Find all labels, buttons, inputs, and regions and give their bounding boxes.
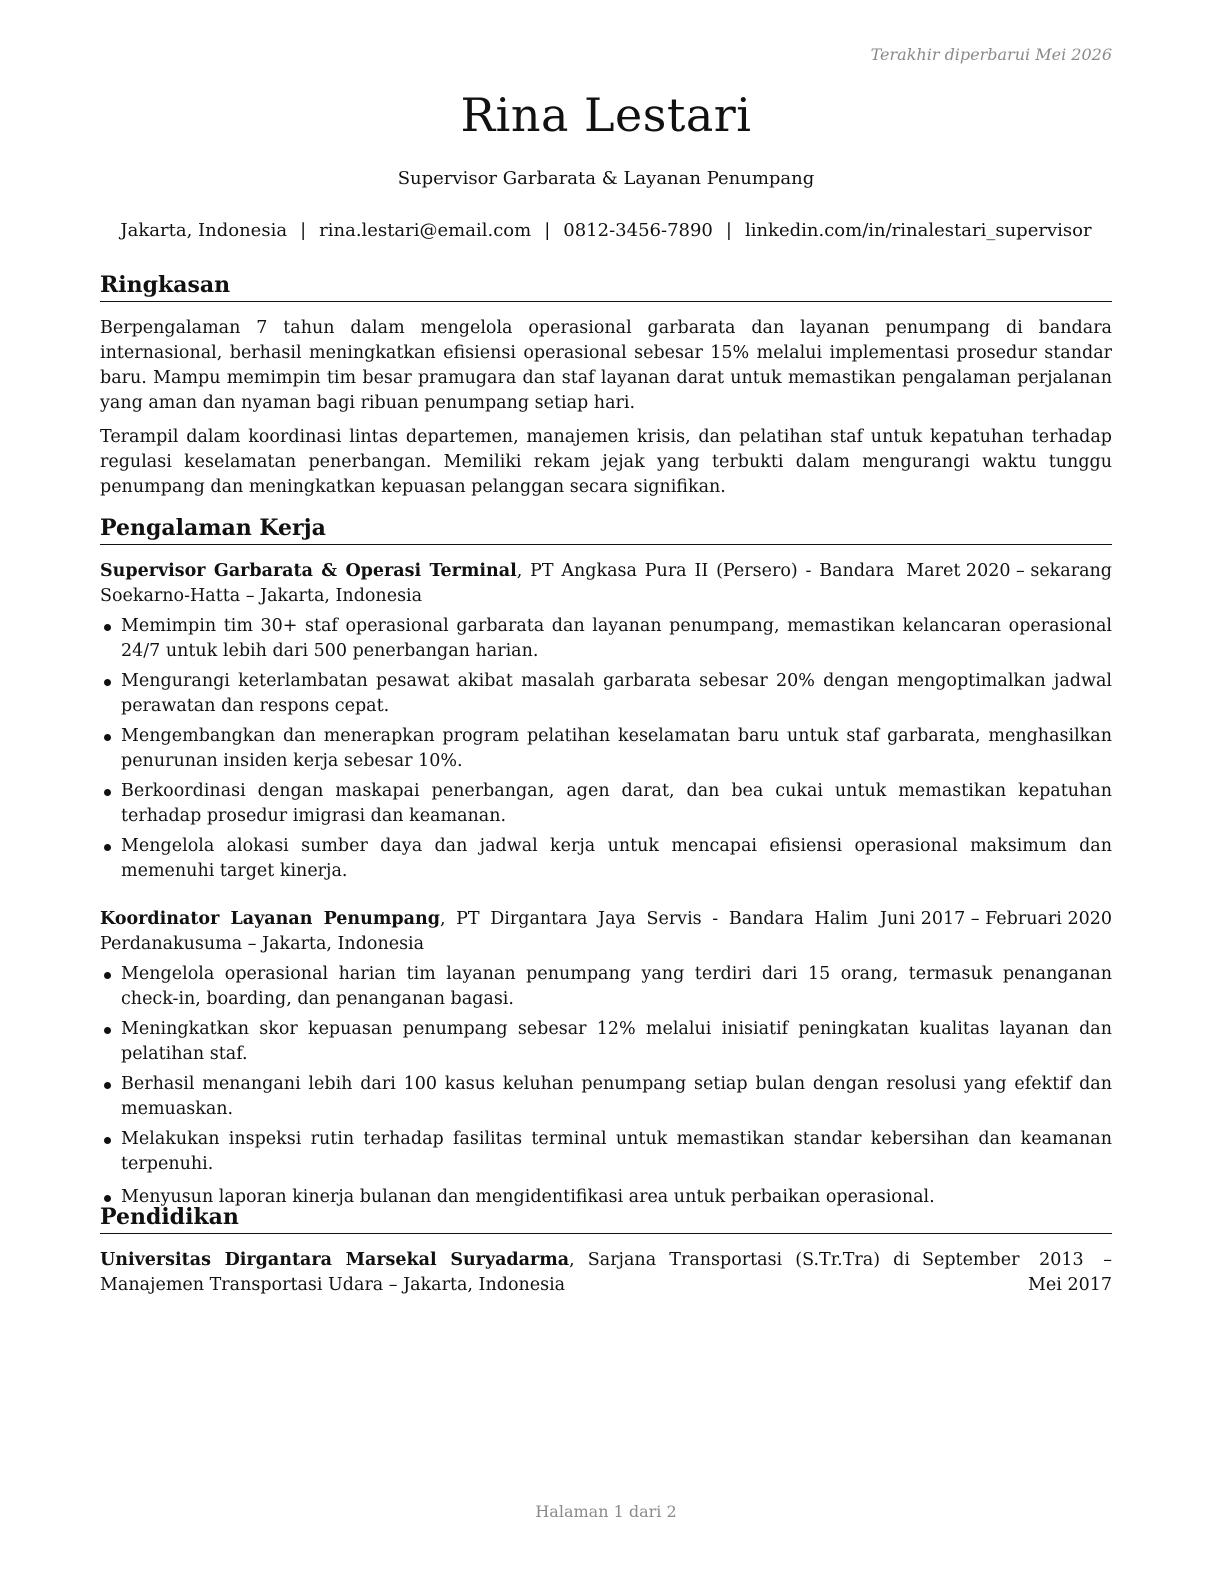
job-bullets	[100, 614, 1112, 884]
contact-line	[80, 220, 1132, 241]
list-item: Mengelola operasional harian tim layanan penumpang yang terdiri dari 15 orang, termasuk penanganan check-in, boarding, dan penanganan bagasi.	[100, 962, 1112, 1012]
section-heading-experience: Pengalaman Kerja	[100, 514, 1112, 545]
list-item: Memimpin tim 30+ staf operasional garbarata dan layanan penumpang, memastikan kelancaran operasional 24/7 untuk lebih dari 500 penerbangan harian.	[100, 614, 1112, 664]
list-item: Meningkatkan skor kepuasan penumpang sebesar 12% melalui inisiatif peningkatan kualitas layanan dan pelatihan staf.	[100, 1017, 1112, 1067]
list-item: Mengembangkan dan menerapkan program pelatihan keselamatan baru untuk staf garbarata, menghasilkan penurunan insiden kerja sebesar 10%.	[100, 724, 1112, 774]
list-item: Berhasil menangani lebih dari 100 kasus keluhan penumpang setiap bulan dengan resolusi yang efektif dan memuaskan.	[100, 1072, 1112, 1122]
education-section	[100, 1203, 1112, 1298]
contact-linkedin[interactable]: linkedin.com/in/rinalestari_supervisor	[744, 220, 1092, 241]
list-item: Melakukan inspeksi rutin terhadap fasilitas terminal untuk memastikan standar kebersihan dan keamanan terpenuhi.	[100, 1127, 1112, 1177]
job-org: , PT Angkasa Pura II (Persero) - Bandara Soekarno-Hatta – Jakarta, Indonesia	[100, 561, 895, 606]
job-bullets	[100, 962, 1112, 1210]
contact-separator: |	[544, 220, 551, 241]
contact-email[interactable]: rina.lestari@email.com	[319, 220, 532, 241]
summary-section	[100, 271, 1112, 500]
experience-section	[100, 514, 1112, 1210]
contact-separator: |	[725, 220, 732, 241]
education-degree: , Sarjana Transportasi (S.Tr.Tra) di Manajemen Transportasi Udara – Jakarta, Indonesia	[100, 1250, 910, 1295]
list-item: Berkoordinasi dengan maskapai penerbangan, agen darat, dan bea cukai untuk memastikan kepatuhan terhadap prosedur imigrasi dan keamanan.	[100, 779, 1112, 829]
job-dates: Juni 2017 – Februari 2020	[879, 909, 1112, 929]
contact-phone[interactable]: 0812-3456-7890	[563, 220, 713, 241]
summary-paragraph: Terampil dalam koordinasi lintas departemen, manajemen krisis, dan pelatihan staf untuk kepatuhan terhadap regulasi keselamatan penerbangan. Memiliki rekam jejak yang terbukti dalam mengurangi waktu tunggu penumpang dan meningkatkan kepuasan pelanggan secara signifikan.	[100, 427, 1112, 497]
candidate-title: Supervisor Garbarata & Layanan Penumpang	[397, 168, 815, 189]
education-school: Universitas Dirgantara Marsekal Suryadarma	[100, 1250, 570, 1270]
section-heading-summary: Ringkasan	[100, 271, 1112, 302]
job-org: , PT Dirgantara Jaya Servis - Bandara Halim Perdanakusuma – Jakarta, Indonesia	[100, 909, 868, 954]
resume-page	[100, 0, 1112, 1584]
education-entry	[100, 1248, 1112, 1298]
list-item: Mengurangi keterlambatan pesawat akibat masalah garbarata sebesar 20% dengan mengoptimalkan jadwal perawatan dan respons cepat.	[100, 669, 1112, 719]
job-role: Koordinator Layanan Penumpang	[100, 909, 440, 929]
last-updated: Terakhir diperbarui Mei 2026	[870, 45, 1112, 64]
job-header	[100, 559, 1112, 609]
contact-separator: |	[300, 220, 307, 241]
summary-paragraph: Berpengalaman 7 tahun dalam mengelola operasional garbarata dan layanan penumpang di bandara internasional, berhasil meningkatkan efisiensi operasional sebesar 15% melalui implementasi prosedur standar baru. Mampu memimpin tim besar pramugara dan staf layanan darat untuk memastikan pengalaman perjalanan yang aman dan nyaman bagi ribuan penumpang setiap hari.	[100, 318, 1112, 413]
job-dates: Maret 2020 – sekarang	[906, 561, 1112, 581]
list-item: Menyusun laporan kinerja bulanan dan mengidentifikasi area untuk perbaikan operasional.	[100, 1185, 1112, 1210]
section-heading-education: Pendidikan	[100, 1203, 1112, 1234]
job-entry	[100, 907, 1112, 1210]
education-dates: September 2013 – Mei 2017	[922, 1250, 1112, 1295]
contact-location: Jakarta, Indonesia	[120, 220, 288, 241]
job-entry	[100, 559, 1112, 884]
job-role: Supervisor Garbarata & Operasi Terminal	[100, 561, 517, 581]
page-number: Halaman 1 dari 2	[535, 1502, 677, 1521]
job-header	[100, 907, 1112, 957]
candidate-name: Rina Lestari	[460, 88, 752, 142]
list-item: Mengelola alokasi sumber daya dan jadwal kerja untuk mencapai efisiensi operasional maksimum dan memenuhi target kinerja.	[100, 834, 1112, 884]
